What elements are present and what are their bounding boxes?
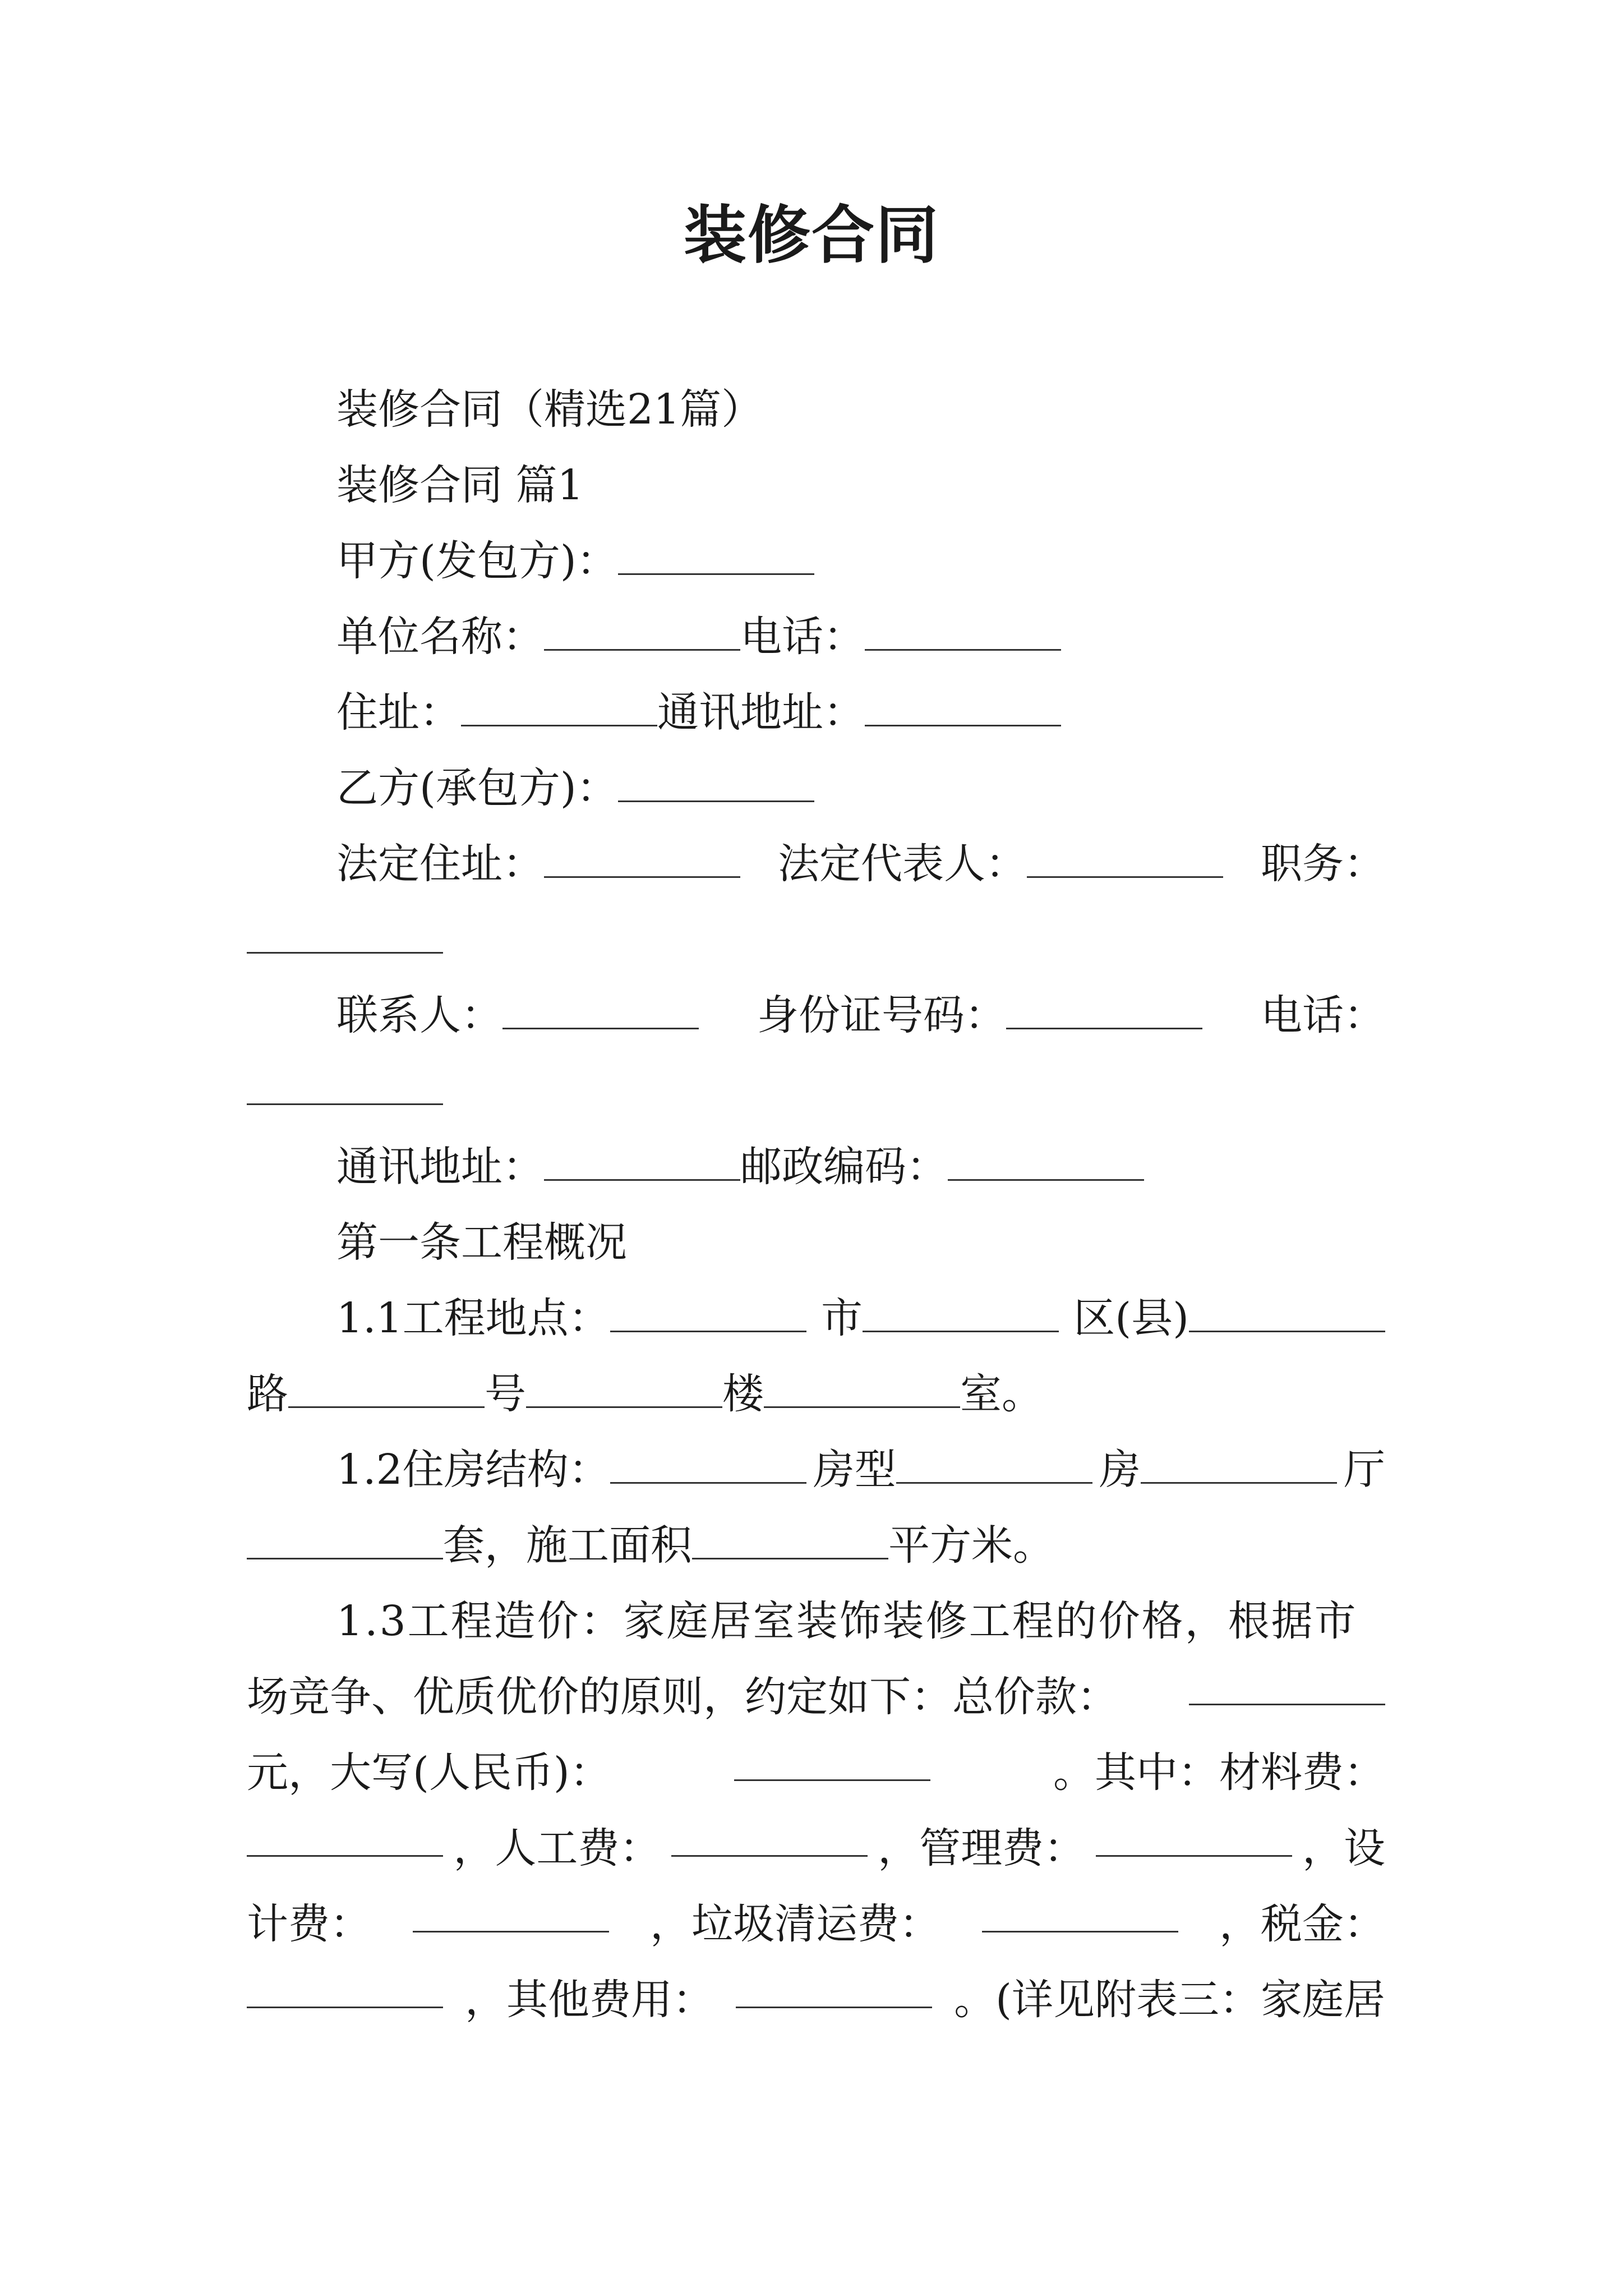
party-a-line [247, 533, 1385, 589]
fill-blank [865, 690, 1061, 726]
site-location-label: 1.1工程地点： [336, 1294, 610, 1342]
contact-phone-label: 电话： [1261, 991, 1385, 1039]
number-label: 号 [485, 1370, 526, 1418]
party-b-line [247, 760, 1385, 816]
address-label: 住址： [336, 688, 461, 737]
housing-structure-label: 1.2住房结构： [336, 1446, 610, 1494]
cost-line-4 [247, 1820, 1385, 1876]
fill-blank [544, 1144, 740, 1181]
district-label: 区(县) [1073, 1294, 1189, 1342]
fill-blank [692, 1523, 888, 1559]
mailing-label: 通讯地址： [336, 1143, 544, 1191]
legal-rep-label: 法定代表人： [778, 840, 1027, 888]
document-title: 装修合同 [684, 199, 939, 272]
cost-text-1: 1.3工程造价：家庭居室装饰装修工程的价格，根据市 [336, 1597, 1358, 1645]
amount-words-label: 元，大写(人民币)： [247, 1749, 611, 1797]
site-location-line-2 [247, 1366, 1385, 1422]
phone-label: 电话： [740, 613, 865, 661]
party-a-label: 甲方(发包方)： [336, 537, 618, 585]
legal-address-label: 法定住址： [336, 840, 544, 888]
cost-line-3 [247, 1745, 1385, 1801]
unit-name-line [247, 609, 1385, 665]
mailing-line [247, 1139, 1385, 1195]
garbage-fee-label: ，垃圾清运费： [650, 1900, 940, 1948]
appendix-reference: 。(详见附表三：家庭居 [954, 1976, 1385, 2024]
id-number-label: 身份证号码： [757, 991, 1006, 1039]
position-blank-line [247, 912, 1385, 968]
article-one-text: 第一条工程概况 [336, 1218, 627, 1267]
fill-blank [544, 841, 740, 878]
fill-blank [982, 1896, 1178, 1932]
fill-blank [413, 1896, 609, 1932]
mailing-address-label: 通讯地址： [657, 688, 865, 737]
room-label: 室。 [960, 1370, 1043, 1418]
fill-blank [863, 1296, 1059, 1332]
area-label: 套，施工面积 [443, 1521, 692, 1570]
fill-blank [618, 539, 814, 575]
fill-blank [610, 1447, 806, 1484]
unit-name-label: 单位名称： [336, 613, 544, 661]
cost-line-6 [247, 1972, 1385, 2028]
cost-line-5 [247, 1896, 1385, 1952]
fill-blank [247, 1523, 443, 1559]
housing-structure-line-2 [247, 1517, 1385, 1573]
fill-blank [461, 690, 657, 726]
subtitle-text: 装修合同（精选21篇） [336, 385, 763, 434]
fill-blank [1027, 841, 1223, 878]
cost-line-1 [247, 1593, 1385, 1649]
section-heading-line [247, 457, 1385, 513]
fill-blank [734, 1745, 930, 1781]
fill-blank [247, 1972, 443, 2008]
fill-blank [671, 1820, 868, 1857]
building-label: 楼 [722, 1370, 764, 1418]
square-meters-label: 平方米。 [888, 1521, 1054, 1570]
material-cost-label: 。其中：材料费： [1053, 1749, 1385, 1797]
section-heading-text: 装修合同 篇1 [336, 461, 584, 509]
fill-blank [610, 1296, 806, 1332]
fill-blank [247, 917, 443, 954]
fill-blank [865, 614, 1061, 651]
legal-address-line [247, 836, 1385, 892]
address-line [247, 684, 1385, 740]
management-fee-label: ，管理费： [878, 1824, 1086, 1872]
fill-blank [618, 766, 814, 802]
fill-blank [247, 1820, 443, 1857]
fill-blank [1006, 993, 1202, 1029]
fill-blank [736, 1972, 932, 2008]
fill-blank [1189, 1296, 1385, 1332]
fill-blank [1141, 1447, 1337, 1484]
site-location-line [247, 1290, 1385, 1346]
cost-line-2 [247, 1669, 1385, 1725]
design-label-start: ，设 [1302, 1824, 1385, 1872]
fill-blank [948, 1144, 1144, 1181]
fill-blank [288, 1372, 485, 1408]
other-fee-label: ，其他费用： [465, 1976, 714, 2024]
fill-blank [764, 1372, 960, 1408]
subtitle-line [247, 381, 1385, 438]
fill-blank [247, 1069, 443, 1105]
city-label: 市 [820, 1294, 863, 1342]
phone-blank-line [247, 1063, 1385, 1119]
fill-blank [502, 993, 699, 1029]
cost-text-2: 场竞争、优质优价的原则，约定如下：总价款： [247, 1673, 1118, 1721]
housing-structure-line [247, 1442, 1385, 1498]
rooms-label: 房 [1099, 1446, 1141, 1494]
tax-label: ，税金： [1219, 1900, 1385, 1948]
fill-blank [1096, 1820, 1292, 1857]
fill-blank [544, 614, 740, 651]
position-label: 职务： [1261, 840, 1385, 888]
postal-code-label: 邮政编码： [740, 1143, 948, 1191]
contact-label: 联系人： [336, 991, 502, 1039]
labor-cost-label: ，人工费： [453, 1824, 661, 1872]
design-fee-label: 计费： [247, 1900, 371, 1948]
road-label: 路 [247, 1370, 288, 1418]
party-b-label: 乙方(承包方)： [336, 764, 618, 812]
room-type-label: 房型 [813, 1446, 896, 1494]
fill-blank [1189, 1669, 1385, 1705]
contact-line [247, 987, 1385, 1043]
article-one-heading [247, 1214, 1385, 1271]
halls-label: 厅 [1343, 1446, 1385, 1494]
fill-blank [896, 1447, 1092, 1484]
fill-blank [526, 1372, 722, 1408]
